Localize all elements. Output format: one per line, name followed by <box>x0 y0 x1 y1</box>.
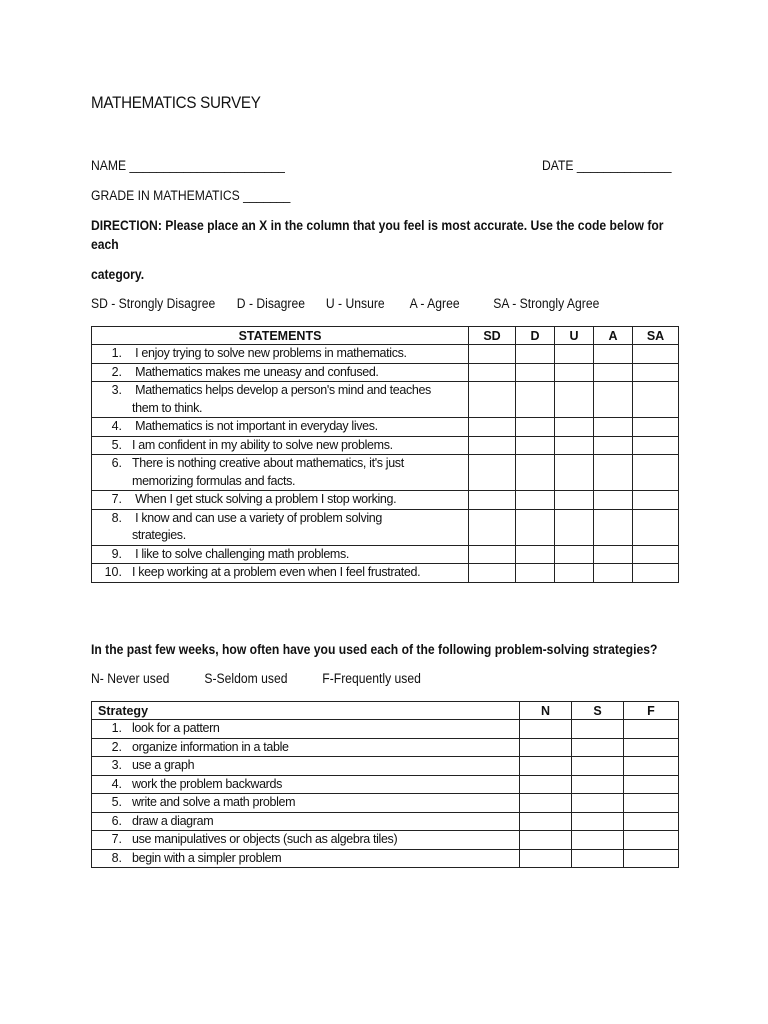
strategy-cell <box>92 720 520 739</box>
table-row <box>92 794 679 813</box>
strategy-cell <box>92 849 520 868</box>
direction-line-2: each <box>91 237 119 252</box>
table-row <box>92 455 679 491</box>
answer-cell-a[interactable] <box>594 345 633 364</box>
table-row <box>92 418 679 437</box>
answer-cell-u[interactable] <box>555 418 594 437</box>
answer-cell-a[interactable] <box>594 491 633 510</box>
statement-cell <box>92 345 469 364</box>
table-row <box>92 720 679 739</box>
code-a: A - Agree <box>409 296 460 311</box>
code-u: U - Unsure <box>325 296 385 311</box>
answer-cell-d[interactable] <box>516 363 555 382</box>
statement-text: Mathematics makes me uneasy and confused. <box>132 364 379 379</box>
answer-cell-sa[interactable] <box>633 418 679 437</box>
code-s: S-Seldom used <box>204 671 288 686</box>
code-n: N- Never used <box>91 671 170 686</box>
answer-cell-sa[interactable] <box>633 436 679 455</box>
answer-cell-d[interactable] <box>516 509 555 545</box>
strategies-table <box>91 701 679 868</box>
answer-cell-d[interactable] <box>516 545 555 564</box>
name-field[interactable]: NAME _______________________ <box>91 158 285 173</box>
answer-cell-sd[interactable] <box>469 363 516 382</box>
header-d: D <box>516 327 555 345</box>
strategy-number: 5. <box>111 795 122 809</box>
statement-text: I enjoy trying to solve new problems in mathematics. <box>132 346 407 360</box>
answer-cell-d[interactable] <box>516 491 555 510</box>
statement-number: 6. <box>111 456 122 470</box>
answer-cell-sa[interactable] <box>633 345 679 364</box>
answer-cell-u[interactable] <box>555 509 594 545</box>
answer-cell-s[interactable] <box>572 757 624 776</box>
statement-text: I know and can use a variety of problem solving strategies. <box>132 510 383 542</box>
answer-cell-u[interactable] <box>555 564 594 583</box>
strategy-number: 3. <box>111 758 122 772</box>
statement-cell <box>92 491 469 510</box>
answer-cell-a[interactable] <box>594 564 633 583</box>
statement-number: 8. <box>111 510 122 525</box>
answer-cell-sd[interactable] <box>469 491 516 510</box>
table-row <box>92 491 679 510</box>
answer-cell-f[interactable] <box>624 775 679 794</box>
strategy-cell <box>92 794 520 813</box>
header-sd: SD <box>469 327 516 345</box>
table-row <box>92 545 679 564</box>
answer-cell-n[interactable] <box>520 794 572 813</box>
statement-cell <box>92 418 469 437</box>
statement-text: Mathematics helps develop a person's mind and teaches them to think. <box>132 383 431 415</box>
statement-number: 7. <box>111 492 122 506</box>
statement-text: I keep working at a problem even when I feel frustrated. <box>132 565 421 579</box>
table-row <box>92 775 679 794</box>
code-sd: SD - Strongly Disagree <box>91 296 216 311</box>
answer-cell-d[interactable] <box>516 564 555 583</box>
statement-text: There is nothing creative about mathematics, it's just memorizing formulas and facts. <box>132 456 404 488</box>
answer-cell-a[interactable] <box>594 545 633 564</box>
statement-text: Mathematics is not important in everyday lives. <box>132 419 378 433</box>
header-n: N <box>520 702 572 720</box>
answer-cell-f[interactable] <box>624 831 679 850</box>
answer-cell-sa[interactable] <box>633 491 679 510</box>
answer-cell-u[interactable] <box>555 382 594 418</box>
answer-cell-a[interactable] <box>594 455 633 491</box>
answer-cell-s[interactable] <box>572 720 624 739</box>
table-header-row <box>92 702 679 720</box>
grade-field[interactable]: GRADE IN MATHEMATICS _______ <box>91 188 291 203</box>
statement-number: 2. <box>111 364 122 379</box>
answer-cell-sa[interactable] <box>633 455 679 491</box>
page-title: MATHEMATICS SURVEY <box>91 94 261 112</box>
statement-text: I like to solve challenging math problems. <box>132 546 350 561</box>
statement-cell <box>92 455 469 491</box>
code-sa: SA - Strongly Agree <box>493 296 600 311</box>
answer-cell-n[interactable] <box>520 812 572 831</box>
answer-cell-u[interactable] <box>555 491 594 510</box>
answer-cell-u[interactable] <box>555 455 594 491</box>
response-codes-2 <box>91 671 421 686</box>
strategy-number: 2. <box>111 739 122 754</box>
strategy-text: write and solve a math problem <box>132 795 296 809</box>
answer-cell-sa[interactable] <box>633 564 679 583</box>
statements-table <box>91 326 679 583</box>
answer-cell-s[interactable] <box>572 831 624 850</box>
answer-cell-sd[interactable] <box>469 564 516 583</box>
header-s: S <box>572 702 624 720</box>
answer-cell-f[interactable] <box>624 738 679 757</box>
answer-cell-d[interactable] <box>516 436 555 455</box>
strategy-cell <box>92 775 520 794</box>
header-statements: STATEMENTS <box>92 327 469 345</box>
answer-cell-d[interactable] <box>516 382 555 418</box>
answer-cell-a[interactable] <box>594 418 633 437</box>
answer-cell-s[interactable] <box>572 812 624 831</box>
answer-cell-sa[interactable] <box>633 382 679 418</box>
table-row <box>92 812 679 831</box>
answer-cell-sd[interactable] <box>469 436 516 455</box>
answer-cell-sa[interactable] <box>633 363 679 382</box>
answer-cell-f[interactable] <box>624 812 679 831</box>
strategy-cell <box>92 738 520 757</box>
answer-cell-u[interactable] <box>555 436 594 455</box>
code-d: D - Disagree <box>236 296 306 311</box>
strategy-number: 8. <box>111 850 122 865</box>
table-row <box>92 509 679 545</box>
strategy-text: use manipulatives or objects (such as algebra tiles) <box>132 832 398 846</box>
statement-number: 1. <box>111 346 122 360</box>
answer-cell-d[interactable] <box>516 418 555 437</box>
strategy-text: draw a diagram <box>132 813 214 828</box>
strategy-cell <box>92 757 520 776</box>
strategy-text: begin with a simpler problem <box>132 850 282 865</box>
answer-cell-sa[interactable] <box>633 509 679 545</box>
answer-cell-a[interactable] <box>594 509 633 545</box>
table-header-row <box>92 327 679 345</box>
answer-cell-u[interactable] <box>555 345 594 364</box>
statement-number: 10. <box>104 565 122 579</box>
answer-cell-s[interactable] <box>572 775 624 794</box>
answer-cell-s[interactable] <box>572 849 624 868</box>
answer-cell-sd[interactable] <box>469 545 516 564</box>
statement-number: 9. <box>111 546 122 561</box>
answer-cell-a[interactable] <box>594 363 633 382</box>
response-codes-1 <box>91 296 599 311</box>
header-f: F <box>624 702 679 720</box>
answer-cell-a[interactable] <box>594 436 633 455</box>
strategies-question: In the past few weeks, how often have you used each of the following problem-solving strategies? <box>91 642 658 657</box>
answer-cell-sd[interactable] <box>469 345 516 364</box>
direction-line-3: category. <box>91 267 145 282</box>
statement-text: When I get stuck solving a problem I stop working. <box>132 492 397 506</box>
table-row <box>92 738 679 757</box>
strategy-number: 1. <box>111 721 122 735</box>
answer-cell-sa[interactable] <box>633 545 679 564</box>
answer-cell-u[interactable] <box>555 545 594 564</box>
header-sa: SA <box>633 327 679 345</box>
answer-cell-n[interactable] <box>520 849 572 868</box>
strategy-text: work the problem backwards <box>132 776 282 791</box>
strategy-text: use a graph <box>132 758 195 772</box>
strategy-cell <box>92 812 520 831</box>
statement-cell <box>92 363 469 382</box>
strategy-number: 7. <box>111 832 122 846</box>
code-f: F-Frequently used <box>322 671 421 686</box>
statement-number: 4. <box>111 419 122 433</box>
table-row <box>92 382 679 418</box>
answer-cell-d[interactable] <box>516 455 555 491</box>
table-row <box>92 757 679 776</box>
table-row <box>92 436 679 455</box>
answer-cell-n[interactable] <box>520 775 572 794</box>
answer-cell-d[interactable] <box>516 345 555 364</box>
table-row <box>92 363 679 382</box>
answer-cell-sd[interactable] <box>469 382 516 418</box>
header-strategy: Strategy <box>92 702 520 720</box>
table-row <box>92 345 679 364</box>
strategy-text: organize information in a table <box>132 739 289 754</box>
answer-cell-u[interactable] <box>555 363 594 382</box>
header-u: U <box>555 327 594 345</box>
answer-cell-n[interactable] <box>520 757 572 776</box>
answer-cell-f[interactable] <box>624 849 679 868</box>
date-field[interactable]: DATE ______________ <box>542 158 672 173</box>
statement-cell <box>92 545 469 564</box>
statement-cell <box>92 564 469 583</box>
table-row <box>92 564 679 583</box>
answer-cell-n[interactable] <box>520 720 572 739</box>
answer-cell-f[interactable] <box>624 720 679 739</box>
answer-cell-s[interactable] <box>572 794 624 813</box>
header-a: A <box>594 327 633 345</box>
answer-cell-a[interactable] <box>594 382 633 418</box>
answer-cell-n[interactable] <box>520 738 572 757</box>
statement-cell <box>92 436 469 455</box>
table-row <box>92 831 679 850</box>
strategy-cell <box>92 831 520 850</box>
statement-text: I am confident in my ability to solve new problems. <box>132 437 393 452</box>
statement-number: 5. <box>111 437 122 452</box>
statement-cell <box>92 382 469 418</box>
strategy-number: 4. <box>111 776 122 791</box>
answer-cell-sd[interactable] <box>469 418 516 437</box>
answer-cell-sd[interactable] <box>469 455 516 491</box>
statement-number: 3. <box>111 383 122 397</box>
answer-cell-n[interactable] <box>520 831 572 850</box>
answer-cell-f[interactable] <box>624 757 679 776</box>
answer-cell-s[interactable] <box>572 738 624 757</box>
direction-line-1: DIRECTION: Please place an X in the column that you feel is most accurate. Use the code below for <box>91 218 664 233</box>
strategy-number: 6. <box>111 813 122 828</box>
strategy-text: look for a pattern <box>132 721 220 735</box>
table-row <box>92 849 679 868</box>
answer-cell-f[interactable] <box>624 794 679 813</box>
answer-cell-sd[interactable] <box>469 509 516 545</box>
statement-cell <box>92 509 469 545</box>
